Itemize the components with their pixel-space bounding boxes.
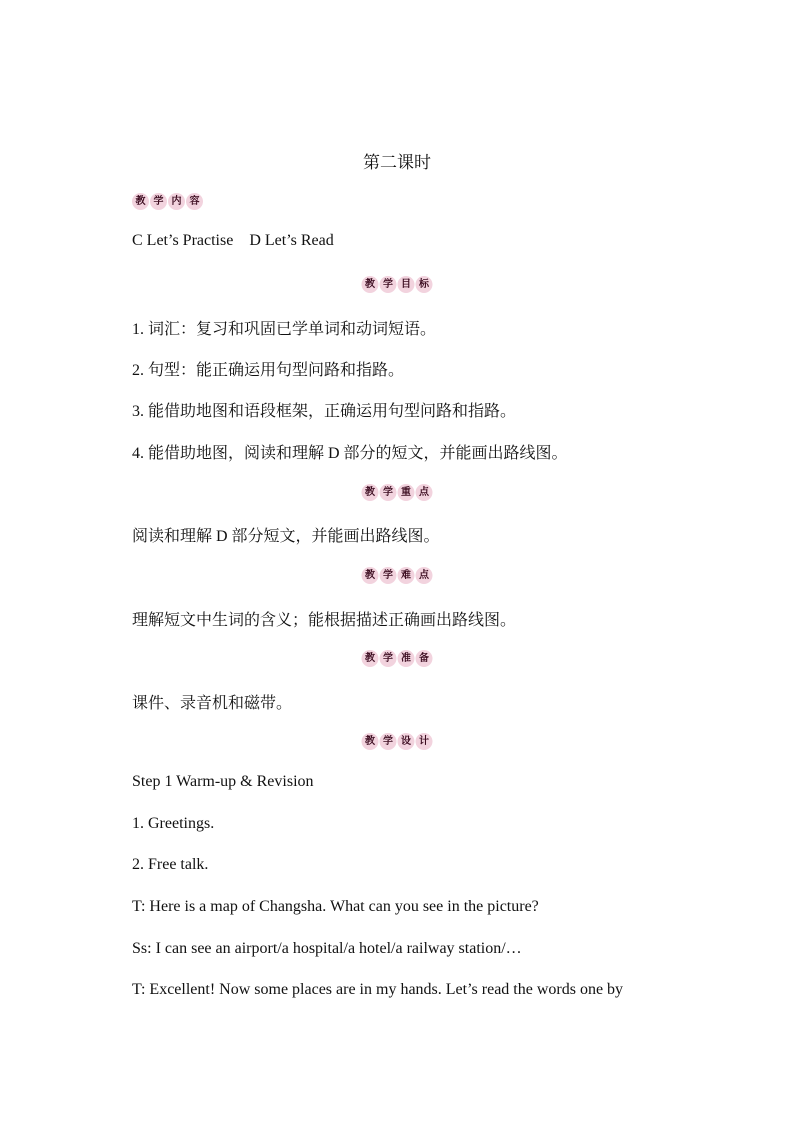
objective-item: 2. 句型：能正确运用句型问路和指路。 bbox=[132, 362, 405, 379]
badge-char: 设 bbox=[398, 733, 415, 750]
badge-teaching-difficulties bbox=[0, 567, 794, 585]
badge-char: 准 bbox=[398, 650, 415, 667]
badge-char: 教 bbox=[362, 650, 379, 667]
badge-teaching-content bbox=[0, 193, 794, 211]
badge-char: 学 bbox=[380, 733, 397, 750]
objective-item: 4. 能借助地图，阅读和理解 D 部分的短文，并能画出路线图。 bbox=[132, 445, 568, 462]
design-step-heading: Step 1 Warm-up & Revision bbox=[132, 773, 314, 790]
badge-char: 难 bbox=[398, 567, 415, 584]
badge-char: 点 bbox=[416, 567, 433, 584]
badge-char: 备 bbox=[416, 650, 433, 667]
design-line: 1. Greetings. bbox=[132, 815, 215, 832]
badge-char: 学 bbox=[380, 650, 397, 667]
badge-char: 学 bbox=[380, 567, 397, 584]
badge-teaching-key-points bbox=[0, 484, 794, 502]
objective-item: 1. 词汇：复习和巩固已学单词和动词短语。 bbox=[132, 321, 437, 338]
badge-char: 学 bbox=[380, 484, 397, 501]
lesson-title: 第二课时 bbox=[363, 153, 431, 172]
badge-char: 教 bbox=[362, 733, 379, 750]
preparation-text: 课件、录音机和磁带。 bbox=[132, 695, 293, 712]
badge-char: 标 bbox=[416, 276, 433, 293]
badge-char: 目 bbox=[398, 276, 415, 293]
badge-teaching-design bbox=[0, 733, 794, 751]
badge-char: 点 bbox=[416, 484, 433, 501]
badge-char: 学 bbox=[380, 276, 397, 293]
difficulties-text: 理解短文中生词的含义；能根据描述正确画出路线图。 bbox=[132, 612, 517, 629]
key-points-text: 阅读和理解 D 部分短文，并能画出路线图。 bbox=[132, 528, 440, 545]
badge-char: 教 bbox=[132, 193, 149, 210]
badge-char: 内 bbox=[168, 193, 185, 210]
design-line: T: Here is a map of Changsha. What can you see in the picture? bbox=[132, 898, 539, 915]
design-line: Ss: I can see an airport/a hospital/a hotel/a railway station/… bbox=[132, 940, 522, 957]
content-text: C Let’s Practise D Let’s Read bbox=[132, 232, 334, 249]
objective-item: 3. 能借助地图和语段框架，正确运用句型问路和指路。 bbox=[132, 403, 517, 420]
badge-char: 教 bbox=[362, 567, 379, 584]
design-line: 2. Free talk. bbox=[132, 856, 209, 873]
badge-teaching-objectives bbox=[0, 276, 794, 294]
badge-char: 容 bbox=[186, 193, 203, 210]
badge-teaching-preparation bbox=[0, 650, 794, 668]
badge-char: 教 bbox=[362, 484, 379, 501]
badge-char: 学 bbox=[150, 193, 167, 210]
badge-char: 重 bbox=[398, 484, 415, 501]
design-line: T: Excellent! Now some places are in my hands. Let’s read the words one by bbox=[132, 981, 624, 998]
badge-char: 计 bbox=[416, 733, 433, 750]
badge-char: 教 bbox=[362, 276, 379, 293]
